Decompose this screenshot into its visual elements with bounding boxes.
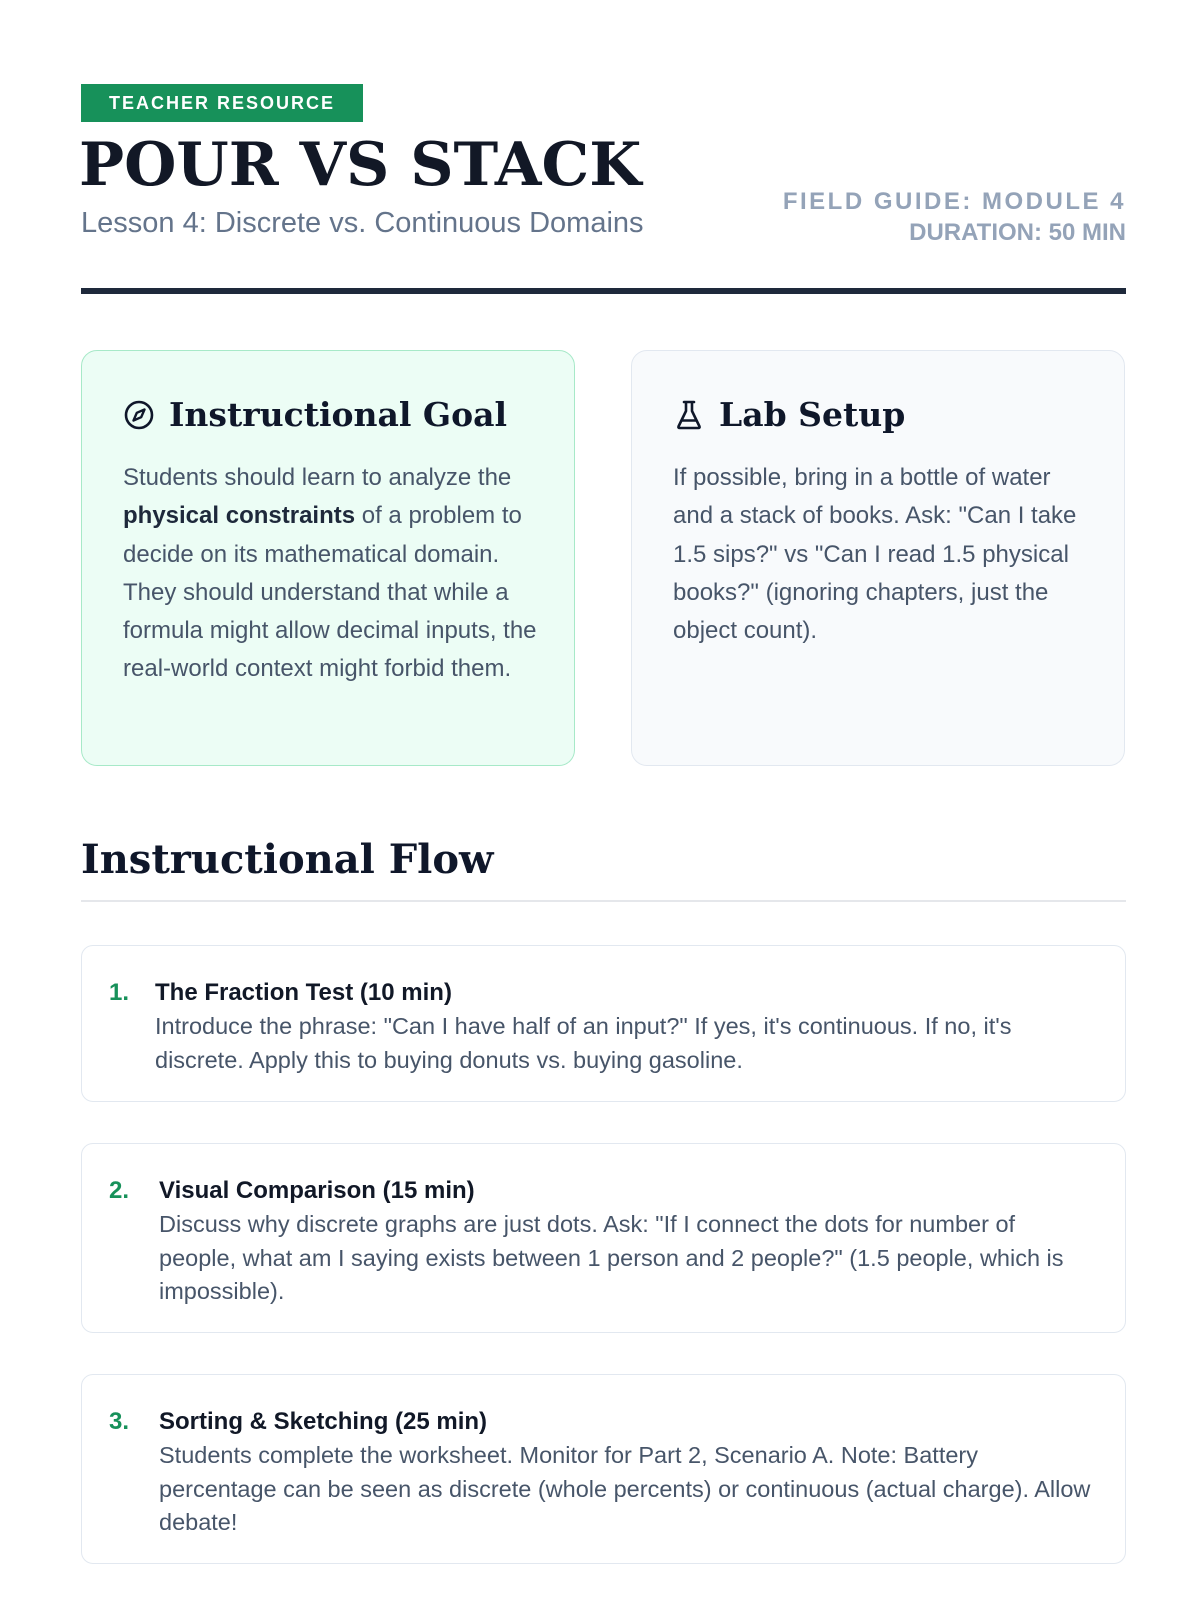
header-divider <box>81 288 1126 294</box>
instructional-flow-heading: Instructional Flow <box>81 836 494 883</box>
lab-card-title: Lab Setup <box>719 395 906 434</box>
flow-step <box>81 1143 1126 1333</box>
step-content <box>159 1405 1095 1540</box>
duration-label: DURATION: 50 MIN <box>909 219 1126 246</box>
step-description: Students complete the worksheet. Monitor for Part 2, Scenario A. Note: Battery percentage can be seen as discrete (whole percents) or continuous (actual charge). Allow debate! <box>159 1442 1091 1535</box>
step-number: 1. <box>109 979 130 1006</box>
goal-card-title: Instructional Goal <box>169 395 508 434</box>
step-title: The Fraction Test (10 min) <box>155 979 452 1006</box>
step-description: Discuss why discrete graphs are just dots. Ask: "If I connect the dots for number of people, what am I saying exists between 1 person and 2 people?" (1.5 people, which is impossible). <box>159 1211 1064 1304</box>
step-description: Introduce the phrase: "Can I have half of an input?" If yes, it's continuous. If no, it's discrete. Apply this to buying donuts vs. buying gasoline. <box>155 1013 1012 1073</box>
lesson-meta <box>783 186 1126 248</box>
goal-text-emphasis: physical constraints <box>123 502 356 530</box>
step-title: Visual Comparison (15 min) <box>159 1177 475 1204</box>
flask-icon <box>673 399 705 431</box>
goal-text-start: Students should learn to analyze the <box>123 464 512 491</box>
compass-icon <box>123 399 155 431</box>
lab-setup-card <box>631 350 1125 766</box>
lab-card-text: If possible, bring in a bottle of water and a stack of books. Ask: "Can I take 1.5 sips?" vs "Can I read 1.5 physical books?" (ignoring chapters, just the object count). <box>673 464 1077 645</box>
goal-card-header <box>123 395 507 435</box>
goal-card-text <box>123 459 544 689</box>
goal-text-end: of a problem to decide on its mathematical domain. They should understand that while a formula might allow decimal inputs, the real-world context might forbid them. <box>123 502 537 683</box>
flow-step <box>81 945 1126 1102</box>
step-content <box>159 1174 1095 1309</box>
step-number: 2. <box>109 1177 130 1204</box>
section-divider <box>81 900 1126 902</box>
step-title: Sorting & Sketching (25 min) <box>159 1408 488 1435</box>
step-content <box>155 976 1095 1077</box>
lesson-subtitle: Lesson 4: Discrete vs. Continuous Domains <box>81 207 644 239</box>
flow-step <box>81 1374 1126 1564</box>
lab-card-header <box>673 395 905 435</box>
module-label: FIELD GUIDE: MODULE 4 <box>782 188 1126 215</box>
step-number: 3. <box>109 1408 130 1435</box>
page-title: POUR VS STACK <box>79 130 642 200</box>
instructional-goal-card <box>81 350 575 766</box>
teacher-resource-badge: TEACHER RESOURCE <box>81 84 363 122</box>
